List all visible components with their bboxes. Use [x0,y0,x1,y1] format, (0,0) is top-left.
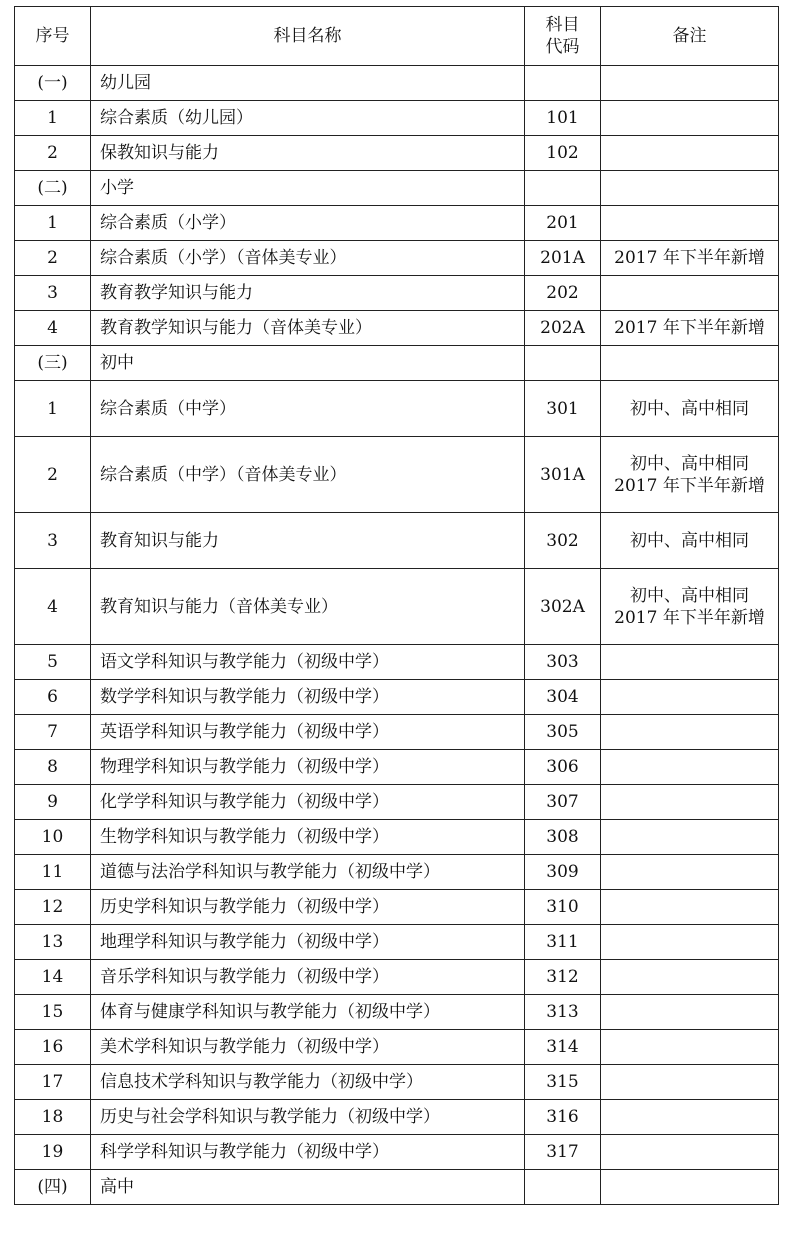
table-row [15,136,779,171]
cell-note: 初中、高中相同 2017 年下半年新增 [614,585,765,628]
table-row [15,995,779,1030]
table-row [15,569,779,645]
cell-name: 高中 [100,1177,134,1197]
cell-seq: 1 [47,108,58,128]
table-row [15,925,779,960]
cell-code: 303 [546,652,579,672]
header-note: 备注 [601,7,779,66]
cell-code: 308 [546,827,579,847]
table-row [15,346,779,381]
cell-name: 综合素质（小学）（音体美专业） [100,248,347,268]
cell-name: 教育知识与能力（音体美专业） [100,596,338,617]
table-row [15,206,779,241]
cell-name: 综合素质（中学）（音体美专业） [100,464,347,485]
cell-code: 315 [546,1072,579,1092]
cell-name: 生物学科知识与教学能力（初级中学） [100,827,389,847]
header-code: 科目 代码 [545,15,580,57]
cell-code: 314 [546,1037,579,1057]
cell-name: 科学学科知识与教学能力（初级中学） [100,1142,389,1162]
cell-seq: 1 [47,213,58,233]
cell-code: 201A [540,248,585,268]
table-header-row [15,7,779,66]
cell-name: 小学 [100,178,134,198]
cell-name: 保教知识与能力 [100,143,219,163]
cell-name: 地理学科知识与教学能力（初级中学） [100,932,389,952]
cell-name: 历史与社会学科知识与教学能力（初级中学） [100,1107,440,1127]
cell-seq: 6 [47,687,58,707]
cell-note: 初中、高中相同 2017 年下半年新增 [614,453,765,496]
cell-name: 美术学科知识与教学能力（初级中学） [100,1037,389,1057]
cell-name: 综合素质（幼儿园） [100,108,253,128]
cell-name: 化学学科知识与教学能力（初级中学） [100,792,389,812]
subject-table [14,6,779,1205]
table-row [15,241,779,276]
cell-seq: 2 [47,464,58,485]
table-row [15,101,779,136]
table-row [15,66,779,101]
cell-name: 历史学科知识与教学能力（初级中学） [100,897,389,917]
cell-seq: 3 [47,530,58,551]
cell-seq: 14 [41,967,64,987]
table-row [15,855,779,890]
table-row [15,437,779,513]
cell-name: 体育与健康学科知识与教学能力（初级中学） [100,1002,440,1022]
cell-name: 初中 [100,353,134,373]
cell-code: 310 [546,897,579,917]
cell-code: 201 [546,213,579,233]
table-row [15,171,779,206]
cell-name: 信息技术学科知识与教学能力（初级中学） [100,1072,423,1092]
cell-seq: 1 [47,398,58,419]
table-row [15,311,779,346]
cell-code: 316 [546,1107,579,1127]
table-row [15,750,779,785]
cell-name: 教育教学知识与能力（音体美专业） [100,318,372,338]
table-row [15,785,779,820]
cell-code: 301 [546,398,579,419]
cell-seq: 19 [41,1142,64,1162]
table-row [15,1065,779,1100]
cell-note: 2017 年下半年新增 [614,248,765,268]
table-body [15,66,779,1205]
cell-code: 306 [546,757,579,777]
table-row [15,680,779,715]
cell-code: 305 [546,722,579,742]
cell-name: 道德与法治学科知识与教学能力（初级中学） [100,862,440,882]
table-row [15,820,779,855]
table-row [15,890,779,925]
cell-name: 音乐学科知识与教学能力（初级中学） [100,967,389,987]
cell-seq: 3 [47,283,58,303]
cell-code: 313 [546,1002,579,1022]
cell-name: 幼儿园 [100,73,151,93]
cell-seq: 2 [47,143,58,163]
table-row [15,276,779,311]
table-row [15,715,779,750]
cell-seq: 12 [41,897,64,917]
cell-name: 综合素质（小学） [100,213,236,233]
cell-seq: 16 [41,1037,64,1057]
cell-name: 综合素质（中学） [100,398,236,419]
cell-seq: 2 [47,248,58,268]
cell-seq: 4 [47,318,58,338]
cell-note: 2017 年下半年新增 [614,318,765,338]
table-row [15,1030,779,1065]
cell-code: 101 [546,108,579,128]
cell-seq: 13 [41,932,64,952]
cell-seq: 4 [47,596,58,617]
cell-seq: 17 [41,1072,64,1092]
cell-seq: 10 [41,827,64,847]
cell-name: 教育教学知识与能力 [100,283,253,303]
cell-seq: 18 [41,1107,64,1127]
table-row [15,1100,779,1135]
table-row [15,1135,779,1170]
cell-code: 102 [546,143,579,163]
table-row [15,1170,779,1205]
cell-name: 教育知识与能力 [100,530,219,551]
cell-seq: 9 [47,792,58,812]
cell-code: 307 [546,792,579,812]
header-name: 科目名称 [91,7,525,66]
cell-seq: (四) [37,1177,68,1197]
cell-seq: 8 [47,757,58,777]
table-row [15,381,779,437]
cell-note: 初中、高中相同 [630,398,749,419]
cell-seq: (一) [37,73,68,93]
cell-name: 数学学科知识与教学能力（初级中学） [100,687,389,707]
cell-seq: 5 [47,652,58,672]
cell-seq: (三) [37,353,68,373]
cell-code: 309 [546,862,579,882]
cell-seq: 15 [41,1002,64,1022]
cell-code: 304 [546,687,579,707]
table-row [15,513,779,569]
table-row [15,645,779,680]
cell-code: 202A [540,318,585,338]
cell-code: 202 [546,283,579,303]
cell-name: 英语学科知识与教学能力（初级中学） [100,722,389,742]
cell-code: 317 [546,1142,579,1162]
cell-seq: (二) [37,178,68,198]
header-seq: 序号 [15,7,91,66]
cell-code: 301A [540,464,585,485]
cell-code: 302A [540,596,585,617]
cell-seq: 11 [41,862,64,882]
cell-name: 语文学科知识与教学能力（初级中学） [100,652,389,672]
cell-code: 312 [546,967,579,987]
table-row [15,960,779,995]
cell-name: 物理学科知识与教学能力（初级中学） [100,757,389,777]
cell-seq: 7 [47,722,58,742]
cell-code: 311 [546,932,579,952]
cell-code: 302 [546,530,579,551]
cell-note: 初中、高中相同 [630,530,749,551]
